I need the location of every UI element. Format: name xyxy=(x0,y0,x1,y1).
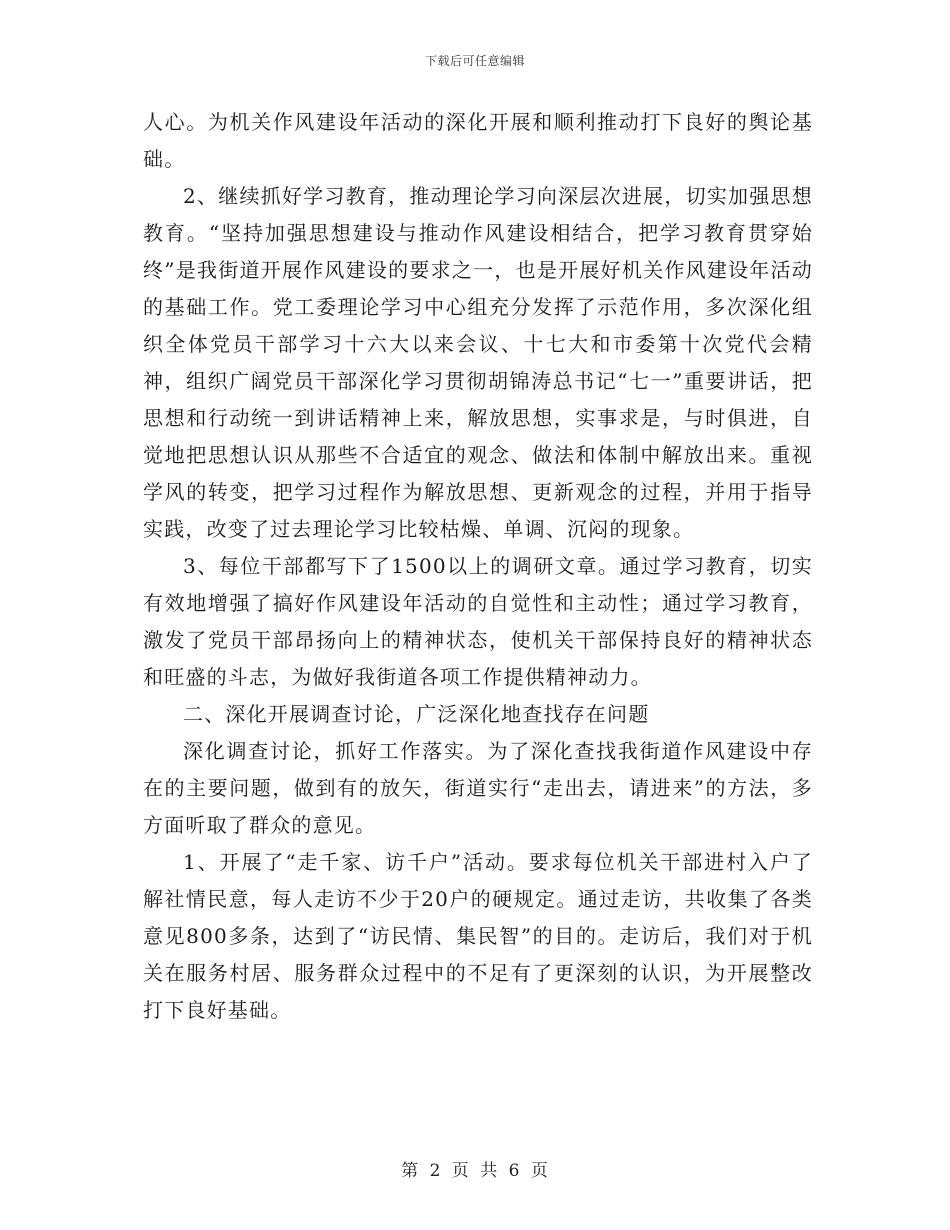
paragraph-visit-activity: 1、开展了“走千家、访千户”活动。要求每位机关干部进村入户了解社情民意，每人走访不少于20户的硬规定。通过走访，共收集了各类意见800多条，达到了“访民情、集民智”的目的。走访后，我们对于机关在服务村居、服务群众过程中的不足有了更深刻的认识，为开展整改打下良好基础。 xyxy=(143,850,813,1022)
page-header: 下载后可任意编辑 xyxy=(424,54,525,68)
paragraph-research-articles: 3、每位干部都写下了1500以上的调研文章。通过学习教育，切实有效地增强了搞好作风建设年活动的自觉性和主动性；通过学习教育，激发了党员干部昂扬向上的精神状态，使机关干部保持良好的精神状态和旺盛的斗志，为做好我街道各项工作提供精神动力。 xyxy=(143,554,813,689)
paragraph-study-education: 2、继续抓好学习教育，推动理论学习向深层次进展，切实加强思想教育。“坚持加强思想建设与推动作风建设相结合，把学习教育贯穿始终”是我街道开展作风建设的要求之一，也是开展好机关作风建设年活动的基础工作。党工委理论学习中心组充分发挥了示范作用，多次深化组织全体党员干部学习十六大以来会议、十七大和市委第十次党代会精神，组织广阔党员干部深化学习贯彻胡锦涛总书记“七一”重要讲话，把思想和行动统一到讲话精神上来，解放思想，实事求是，与时俱进，自觉地把思想认识从那些不合适宜的观念、做法和体制中解放出来。重视学风的转变，把学习过程作为解放思想、更新观念的过程，并用于指导实践，改变了过去理论学习比较枯燥、单调、沉闷的现象。 xyxy=(143,184,813,541)
page-number-footer: 第 2 页 共 6 页 xyxy=(401,1161,549,1181)
section-heading: 二、深化开展调查讨论，广泛深化地查找存在问题 xyxy=(183,702,650,726)
paragraph-investigation: 深化调查讨论，抓好工作落实。为了深化查找我街道作风建设中存在的主要问题，做到有的放矢，街道实行“走出去，请进来”的方法，多方面听取了群众的意见。 xyxy=(143,739,813,837)
document-body xyxy=(143,104,813,1029)
paragraph-continuation: 人心。为机关作风建设年活动的深化开展和顺利推动打下良好的舆论基础。 xyxy=(143,110,813,171)
